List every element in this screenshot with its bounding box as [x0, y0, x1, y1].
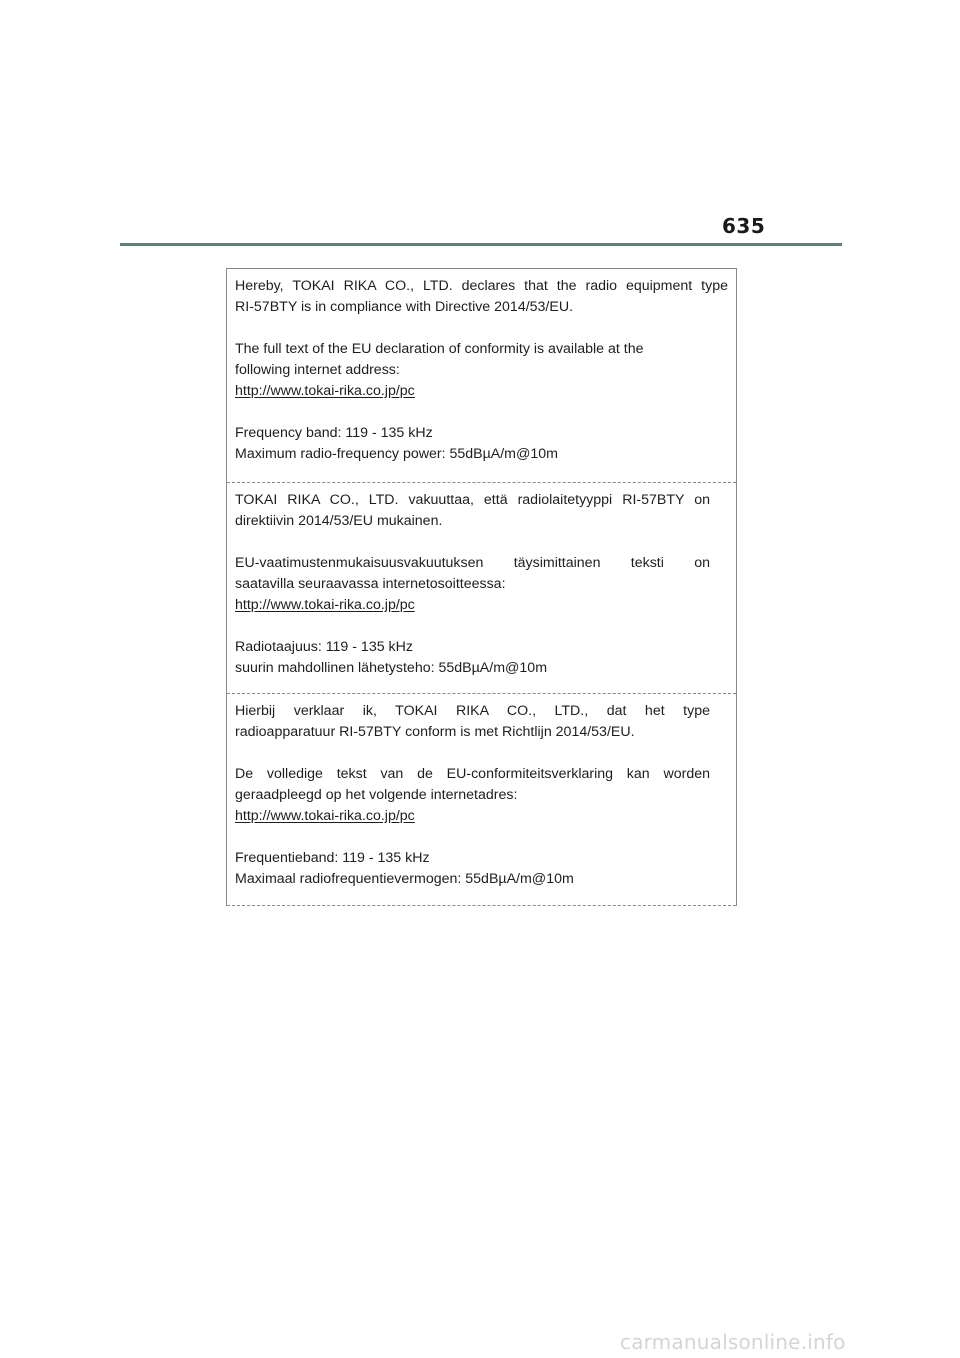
declaration-line: De volledige tekst van de EU-conformiteitsverklaring kan worden	[235, 766, 710, 782]
declaration-link[interactable]: http://www.tokai-rika.co.jp/pc	[235, 383, 415, 399]
declaration-line: saatavilla seuraavassa internetosoitteessa:	[235, 576, 506, 592]
declaration-line: Hereby, TOKAI RIKA CO., LTD. declares that the radio equipment type	[235, 278, 728, 294]
frequency-band: Frequency band: 119 - 135 kHz	[235, 425, 433, 441]
declaration-link[interactable]: http://www.tokai-rika.co.jp/pc	[235, 597, 415, 613]
frequency-band: Radiotaajuus: 119 - 135 kHz	[235, 639, 413, 655]
declaration-section-dutch	[227, 694, 736, 906]
page-number: 635	[722, 214, 766, 238]
max-power: suurin mahdollinen lähetysteho: 55dBµA/m@10m	[235, 660, 548, 676]
declaration-line: RI-57BTY is in compliance with Directive 2014/53/EU.	[235, 299, 574, 315]
declaration-line: TOKAI RIKA CO., LTD. vakuuttaa, että radiolaitetyyppi RI-57BTY on	[235, 492, 710, 508]
max-power: Maximum radio-frequency power: 55dBµA/m@10m	[235, 446, 559, 462]
declaration-line: geraadpleegd op het volgende internetadres:	[235, 787, 518, 803]
declaration-section-finnish	[227, 483, 736, 694]
header-rule	[120, 243, 842, 246]
declaration-line: radioapparatuur RI-57BTY conform is met Richtlijn 2014/53/EU.	[235, 724, 635, 740]
max-power: Maximaal radiofrequentievermogen: 55dBµA/m@10m	[235, 871, 574, 887]
frequency-band: Frequentieband: 119 - 135 kHz	[235, 850, 430, 866]
declaration-line: Hierbij verklaar ik, TOKAI RIKA CO., LTD., dat het type	[235, 703, 710, 719]
declaration-section-english	[227, 269, 736, 483]
declaration-line: following internet address:	[235, 362, 400, 378]
declaration-line: The full text of the EU declaration of conformity is available at the	[235, 341, 644, 357]
declaration-line: direktiivin 2014/53/EU mukainen.	[235, 513, 443, 529]
declaration-link[interactable]: http://www.tokai-rika.co.jp/pc	[235, 808, 415, 824]
watermark: carmanualsonline.info	[620, 1330, 846, 1354]
declaration-box	[226, 268, 737, 906]
declaration-line: EU-vaatimustenmukaisuusvakuutuksen täysimittainen teksti on	[235, 555, 710, 571]
